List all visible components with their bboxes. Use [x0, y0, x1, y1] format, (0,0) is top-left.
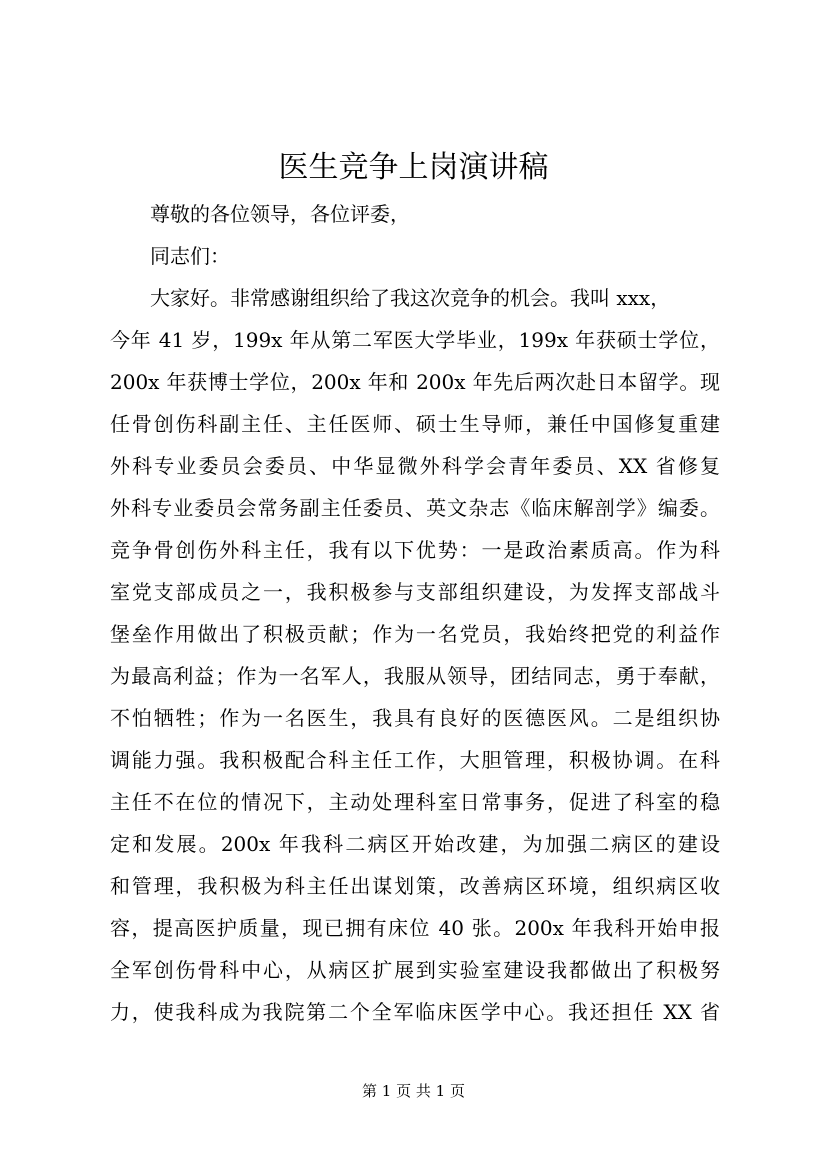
body-text-line: 定和发展。200x 年我科二病区开始改建，为加强二病区的建设 [110, 832, 720, 856]
document-title: 医生竞争上岗演讲稿 [278, 150, 549, 185]
body-text-line: 不怕牺牲；作为一名医生，我具有良好的医德医风。二是组织协 [110, 706, 720, 730]
body-text-line: 全军创伤骨科中心，从病区扩展到实验室建设我都做出了积极努 [110, 958, 720, 982]
body-text-line: 主任不在位的情况下，主动处理科室日常事务，促进了科室的稳 [110, 790, 720, 814]
body-text-line: 大家好。非常感谢组织给了我这次竞争的机会。我叫 xxx， [150, 286, 671, 310]
salutation-line: 尊敬的各位领导，各位评委， [150, 202, 410, 226]
body-text-line: 200x 年获博士学位，200x 年和 200x 年先后两次赴日本留学。现 [110, 370, 720, 394]
body-text-line: 堡垒作用做出了积极贡献；作为一名党员，我始终把党的利益作 [110, 622, 720, 646]
body-text-line: 力，使我科成为我院第二个全军临床医学中心。我还担任 XX 省 [110, 1000, 720, 1024]
body-text-line: 为最高利益；作为一名军人，我服从领导，团结同志，勇于奉献， [110, 664, 720, 688]
body-text-line: 竞争骨创伤外科主任，我有以下优势：一是政治素质高。作为科 [110, 538, 720, 562]
body-text-line: 容，提高医护质量，现已拥有床位 40 张。200x 年我科开始申报 [110, 916, 720, 940]
body-text-line: 室党支部成员之一，我积极参与支部组织建设，为发挥支部战斗 [110, 580, 720, 604]
body-text-line: 外科专业委员会常务副主任委员、英文杂志《临床解剖学》编委。 [110, 496, 720, 520]
body-text-line: 外科专业委员会委员、中华显微外科学会青年委员、XX 省修复 [110, 454, 720, 478]
body-text-line: 和管理，我积极为科主任出谋划策，改善病区环境，组织病区收 [110, 874, 720, 898]
page-footer: 第 1 页 共 1 页 [362, 1082, 465, 1100]
salutation-line: 同志们： [150, 244, 230, 268]
body-text-line: 今年 41 岁，199x 年从第二军医大学毕业，199x 年获硕士学位， [110, 328, 720, 352]
body-text-line: 调能力强。我积极配合科主任工作，大胆管理，积极协调。在科 [110, 748, 720, 772]
body-text-line: 任骨创伤科副主任、主任医师、硕士生导师，兼任中国修复重建 [110, 412, 720, 436]
